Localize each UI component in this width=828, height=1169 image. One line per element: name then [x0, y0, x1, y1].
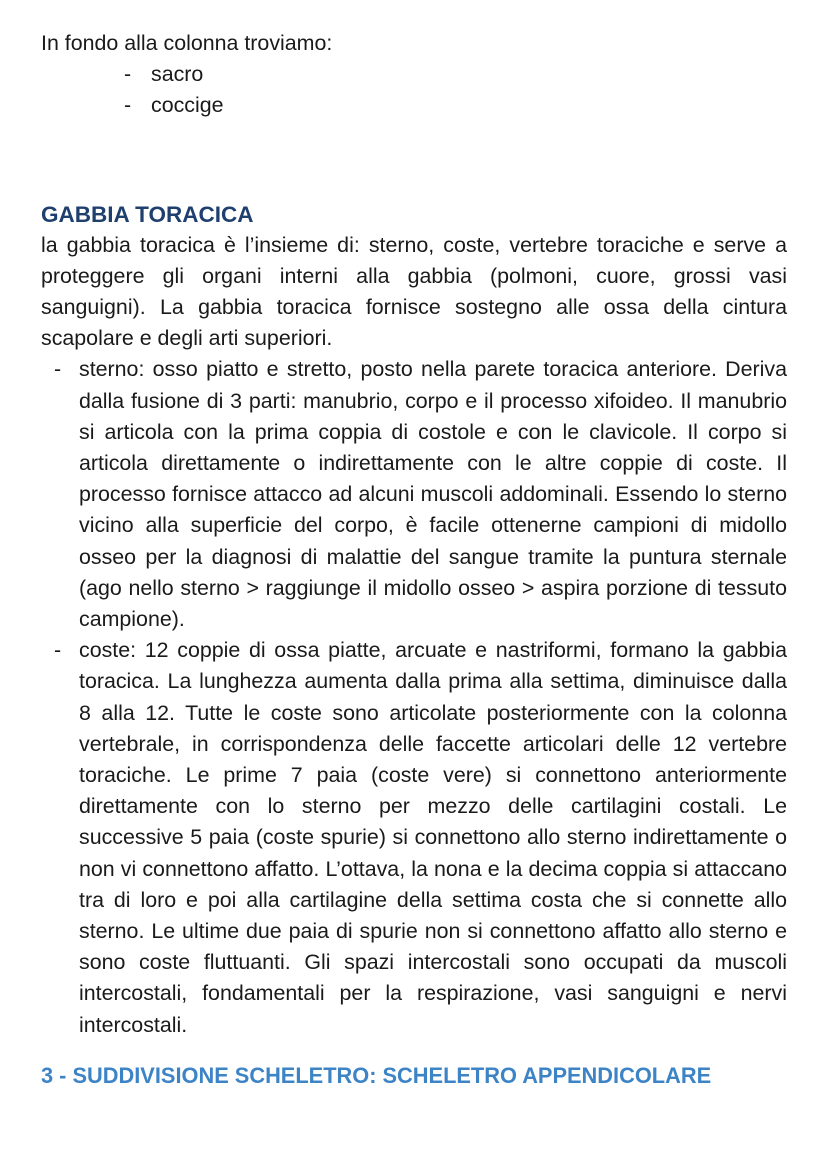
- section-paragraph: la gabbia toracica è l’insieme di: sterno, coste, vertebre toraciche e serve a proteggere gli organi interni alla gabbia (polmoni, cuore, grossi vasi sanguigni). La gabbia toracica fornisce sostegno alle ossa della cintura scapolare e degli arti superiori.: [41, 232, 787, 351]
- section-heading-scheletro-appendicolare: 3 - SUDDIVISIONE SCHELETRO: SCHELETRO APPENDICOLARE: [41, 1062, 712, 1088]
- list-item-text: sacro: [151, 62, 204, 87]
- bullet-dash: -: [54, 357, 62, 382]
- list-item: [124, 90, 787, 121]
- bullet-item-sterno: [41, 354, 787, 635]
- list-item-text: coccige: [151, 93, 224, 118]
- bullet-list: [41, 354, 787, 1040]
- intro-text: In fondo alla colonna troviamo:: [41, 31, 333, 55]
- list-dash: -: [124, 93, 132, 118]
- list-dash: -: [124, 62, 132, 87]
- intro-list: [41, 59, 787, 121]
- bullet-text: coste: 12 coppie di ossa piatte, arcuate e nastriformi, formano la gabbia toracica. La lunghezza aumenta dalla prima alla settima, diminuisce dalla 8 alla 12. Tutte le coste sono articolate posteriormente con la colonna vertebrale, in corrispondenza delle faccette articolari delle 12 vertebre toraciche. Le prime 7 paia (coste vere) si connettono anteriormente direttamente con lo sterno per mezzo delle cartilagini costali. Le successive 5 paia (coste spurie) si connettono allo sterno indirettamente o non vi connettono affatto. L’ottava, la nona e la decima coppia si attaccano tra di loro e poi alla cartilagine della settima costa che si connette allo sterno. Le ultime due paia di spurie non si connettono affatto allo sterno e sono coste fluttuanti. Gli spazi intercostali sono occupati da muscoli intercostali, fondamentali per la respirazione, vasi sanguigni e nervi intercostali.: [79, 638, 787, 1037]
- section-heading-gabbia-toracica: GABBIA TORACICA: [41, 201, 254, 227]
- bullet-item-coste: [41, 635, 787, 1041]
- document-page: [41, 28, 787, 1091]
- bullet-dash: -: [54, 638, 62, 663]
- list-item: [124, 59, 787, 90]
- bullet-text: sterno: osso piatto e stretto, posto nella parete toracica anteriore. Deriva dalla fusione di 3 parti: manubrio, corpo e il processo xifoideo. Il manubrio si articola con la prima coppia di costole e con le clavicole. Il corpo si articola direttamente o indirettamente con le altre coppie di coste. Il processo fornisce attacco ad alcuni muscoli addominali. Essendo lo sterno vicino alla superficie del corpo, è facile ottenerne campioni di midollo osseo per la diagnosi di malattie del sangue tramite la puntura sternale (ago nello sterno > raggiunge il midollo osseo > aspira porzione di tessuto campione).: [79, 357, 787, 632]
